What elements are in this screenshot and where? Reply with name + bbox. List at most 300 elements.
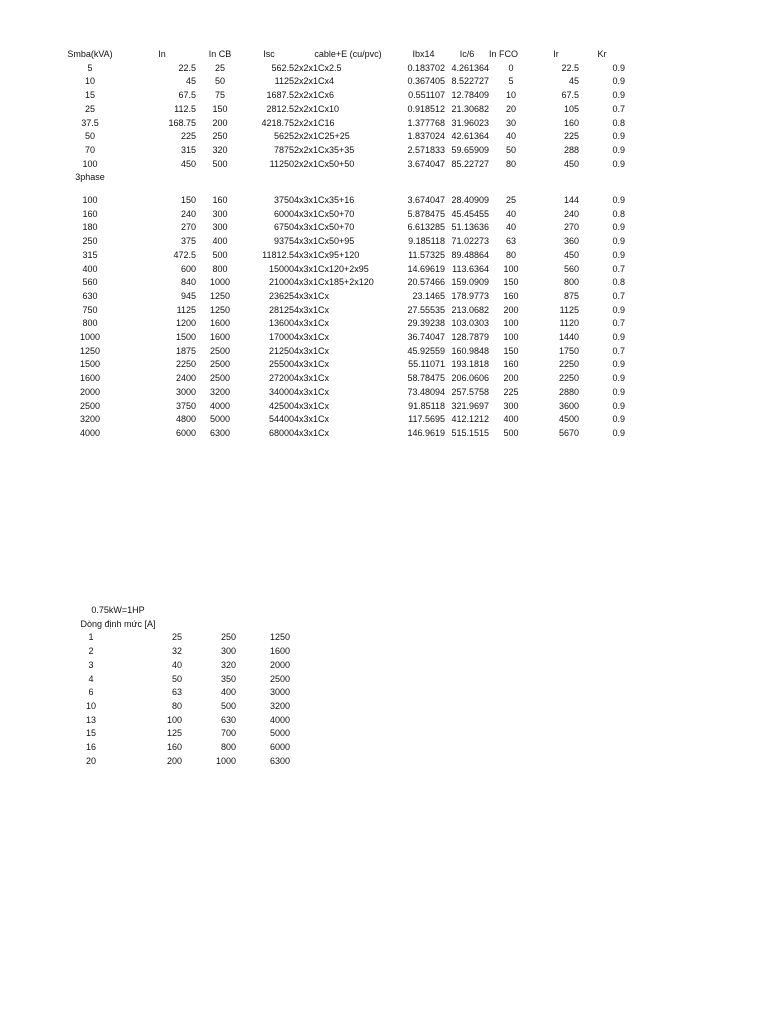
- table-cell: 1125: [176, 304, 196, 315]
- table-cell: 2: [88, 646, 94, 657]
- table-cell: 360: [563, 236, 579, 247]
- table-cell: 150: [503, 345, 519, 356]
- column-header: In FCO: [489, 49, 519, 59]
- table-cell: 270: [563, 222, 579, 233]
- table-cell: 4000: [269, 714, 290, 725]
- table-cell: 1250: [269, 632, 290, 643]
- table-cell: 1750: [558, 345, 579, 356]
- table-cell: 0.9: [612, 131, 625, 142]
- spacer-row: [52, 185, 625, 194]
- table-cell: 0.9: [612, 195, 625, 206]
- table-cell: 500: [212, 158, 228, 169]
- table-cell: 0.8: [612, 208, 625, 219]
- table-cell: 2500: [209, 373, 231, 384]
- table-cell: 200: [166, 755, 182, 766]
- table-row: [52, 304, 625, 318]
- table-cell: 3.674047: [407, 195, 445, 206]
- table-cell: 13600: [268, 318, 294, 329]
- table-row: [52, 386, 625, 400]
- table-cell: 160: [82, 208, 98, 219]
- table-cell: 7875: [273, 144, 294, 155]
- table-row: [52, 103, 625, 117]
- table-cell: 160: [503, 359, 519, 370]
- hp-conversion-note: 0.75kW=1HP: [91, 605, 145, 615]
- table-cell: 144: [563, 195, 579, 206]
- table-cell: 4x3x1Cx: [294, 304, 330, 315]
- table-cell: 150: [180, 195, 196, 206]
- table-cell: 45.45455: [451, 208, 489, 219]
- table-row: [48, 727, 296, 741]
- table-cell: 0.9: [612, 158, 625, 169]
- column-header: In CB: [208, 49, 232, 59]
- table-cell: 4x3x1Cx: [294, 427, 330, 438]
- table-cell: 4x3x1Cx185+2x120: [294, 277, 374, 288]
- spacer-cell: [52, 185, 625, 194]
- table-cell: 105: [563, 103, 579, 114]
- table-cell: 100: [82, 195, 98, 206]
- table-cell: 4x3x1Cx95+120: [294, 249, 360, 260]
- table-cell: 4x3x1Cx50+95: [294, 236, 355, 247]
- table-row: [52, 75, 625, 89]
- table-cell: 0.9: [612, 400, 625, 411]
- table-cell: 4x3x1Cx: [294, 373, 330, 384]
- table-cell: 250: [220, 632, 236, 643]
- table-cell: 36.74047: [407, 332, 445, 343]
- table-cell: 6000: [175, 427, 196, 438]
- table-cell: 2x2x1Cx10: [294, 103, 340, 114]
- table-cell: 21.30682: [451, 103, 489, 114]
- table-cell: 750: [82, 304, 98, 315]
- table-cell: 27.55535: [407, 304, 445, 315]
- table-cell: 5.878475: [407, 208, 445, 219]
- table-cell: 30: [505, 117, 516, 128]
- table-cell: 315: [180, 144, 196, 155]
- table-cell: 91.85118: [408, 400, 445, 411]
- table-cell: 321.9697: [451, 400, 489, 411]
- table-cell: 10: [85, 700, 96, 711]
- table-cell: 25: [171, 632, 182, 643]
- table-cell: 0.9: [612, 249, 625, 260]
- table-cell: 2500: [209, 345, 231, 356]
- table-cell: 5000: [209, 414, 231, 425]
- table-cell: 450: [180, 158, 196, 169]
- table-cell: 25: [84, 103, 95, 114]
- table-cell: 40: [505, 222, 516, 233]
- table-cell: 58.78475: [407, 373, 445, 384]
- table-cell: 70: [84, 144, 95, 155]
- table-cell: 20.57466: [407, 277, 445, 288]
- table-cell: 225: [180, 131, 196, 142]
- table-cell: 0.7: [612, 103, 625, 114]
- table-cell: 8.522727: [451, 76, 489, 87]
- table-cell: 100: [166, 714, 182, 725]
- table-row: [52, 130, 625, 144]
- table-cell: 4x3x1Cx: [294, 414, 330, 425]
- table-cell: 1440: [558, 332, 579, 343]
- table-cell: 250: [212, 131, 228, 142]
- table-cell: 2250: [175, 359, 196, 370]
- table-cell: 257.5758: [451, 386, 489, 397]
- table-cell: 0.183702: [407, 62, 445, 73]
- table-cell: 200: [212, 117, 228, 128]
- table-row: [52, 427, 625, 441]
- table-cell: 67.5: [561, 90, 579, 101]
- table-cell: 515.1515: [451, 427, 489, 438]
- table-cell: 100: [82, 158, 98, 169]
- table-cell: 85.22727: [451, 158, 489, 169]
- table-cell: 0.7: [612, 290, 625, 301]
- table-cell: 4x3x1Cx: [294, 359, 330, 370]
- table-cell: 117.5695: [408, 414, 445, 425]
- table-cell: 32: [171, 646, 182, 657]
- table-cell: 400: [212, 236, 228, 247]
- table-row: [52, 413, 625, 427]
- table-cell: 2x2x1Cx4: [294, 76, 335, 87]
- table-row: [52, 235, 625, 249]
- table-cell: 450: [563, 249, 579, 260]
- table-cell: 400: [82, 263, 98, 274]
- rated-current-title: Dòng định mức [A]: [80, 618, 156, 629]
- column-header: Ibx14: [412, 49, 435, 59]
- table-cell: 2x2x1Cx6: [294, 90, 335, 101]
- table-cell: 2000: [269, 659, 290, 670]
- table-cell: 700: [220, 728, 236, 739]
- table-cell: 0.9: [612, 76, 625, 87]
- table-cell: 0.367405: [407, 76, 445, 87]
- table-cell: 500: [503, 427, 519, 438]
- column-header: Ir: [553, 49, 559, 59]
- table-cell: 27200: [268, 373, 294, 384]
- column-header: Isc: [263, 49, 275, 59]
- table-cell: 3200: [79, 414, 101, 425]
- table-cell: 4x3x1Cx120+2x95: [294, 263, 369, 274]
- table-row: [48, 631, 296, 645]
- table-cell: 840: [180, 277, 196, 288]
- table-cell: 2880: [558, 386, 579, 397]
- table-cell: 1250: [209, 290, 231, 301]
- table-row: [52, 249, 625, 263]
- table-cell: 45.92559: [407, 345, 445, 356]
- table-cell: 320: [220, 659, 236, 670]
- header-row: [52, 48, 625, 62]
- table-cell: 73.48094: [407, 386, 445, 397]
- table-cell: 2x2x1C25+25: [294, 131, 350, 142]
- table-cell: 12.78409: [451, 90, 489, 101]
- table-cell: 240: [180, 208, 196, 219]
- table-cell: 21000: [268, 277, 294, 288]
- table-cell: 1000: [79, 332, 101, 343]
- table-cell: 128.7879: [451, 332, 489, 343]
- table-row: [52, 158, 625, 172]
- table-cell: 1875: [175, 345, 196, 356]
- table-row: [52, 317, 625, 331]
- table-cell: 225: [503, 386, 519, 397]
- table-cell: 160: [563, 117, 579, 128]
- table-cell: 68000: [268, 427, 294, 438]
- table-cell: 40: [505, 131, 516, 142]
- table-cell: 0.7: [612, 318, 625, 329]
- table-cell: 45: [185, 76, 196, 87]
- table-cell: 300: [220, 646, 236, 657]
- table-cell: 450: [563, 158, 579, 169]
- table-cell: 4500: [558, 414, 579, 425]
- table-cell: 2.571833: [407, 144, 445, 155]
- table-cell: 146.9619: [407, 427, 445, 438]
- table-cell: 5: [87, 62, 93, 73]
- table-cell: 0.9: [612, 62, 625, 73]
- table-cell: 0.9: [612, 332, 625, 343]
- table-cell: 4x3x1Cx: [294, 386, 330, 397]
- table-cell: 80: [505, 158, 516, 169]
- table-cell: 1.377768: [407, 117, 445, 128]
- table-cell: 0.9: [612, 222, 625, 233]
- table-cell: 67.5: [178, 90, 196, 101]
- table-cell: 34000: [268, 386, 294, 397]
- table-cell: 250: [82, 236, 98, 247]
- table-cell: 103.0303: [451, 318, 489, 329]
- table-cell: 3600: [558, 400, 579, 411]
- table-cell: 160: [166, 742, 182, 753]
- column-header: cable+E (cu/pvc): [314, 49, 382, 59]
- table-cell: 2812.5: [266, 103, 294, 114]
- table-cell: 37.5: [81, 117, 99, 128]
- table-cell: 3000: [175, 386, 196, 397]
- table-cell: 54400: [268, 414, 294, 425]
- table-cell: 50: [84, 131, 95, 142]
- table-cell: 15000: [268, 263, 294, 274]
- table-cell: 0.7: [612, 263, 625, 274]
- table-cell: 100: [503, 318, 519, 329]
- table-row: [52, 372, 625, 386]
- table-cell: 800: [212, 263, 228, 274]
- table-cell: 2500: [209, 359, 231, 370]
- table-cell: 1120: [559, 318, 579, 329]
- table-cell: 89.48864: [451, 249, 489, 260]
- table-cell: 6: [88, 687, 94, 698]
- table-cell: 3750: [175, 400, 196, 411]
- table-cell: 160: [503, 290, 519, 301]
- table-row: [48, 673, 296, 687]
- table-cell: 22.5: [561, 62, 579, 73]
- table-cell: 4x3x1Cx: [294, 318, 330, 329]
- table-cell: 320: [212, 144, 228, 155]
- rated-current-table: [48, 604, 296, 768]
- table-cell: 500: [212, 249, 228, 260]
- table-row: [52, 208, 625, 222]
- table-cell: 3200: [209, 386, 231, 397]
- table-cell: 0.9: [612, 359, 625, 370]
- table-cell: 5000: [269, 728, 290, 739]
- table-cell: 20: [85, 755, 96, 766]
- table-cell: 4000: [79, 427, 101, 438]
- table-cell: 1687.5: [266, 90, 294, 101]
- column-header: In: [158, 49, 166, 59]
- table-cell: 11812.5: [262, 249, 294, 260]
- table-cell: 1200: [175, 318, 196, 329]
- table-cell: 63: [171, 687, 182, 698]
- table-row: [52, 331, 625, 345]
- table-cell: 150: [212, 103, 228, 114]
- table-row: [48, 714, 296, 728]
- column-header: Kr: [597, 49, 607, 59]
- table-cell: 168.75: [168, 117, 196, 128]
- table-cell: 1000: [215, 755, 236, 766]
- table-cell: 6.613285: [407, 222, 445, 233]
- table-cell: 472.5: [173, 249, 196, 260]
- table-cell: 1500: [175, 332, 196, 343]
- table-cell: 150: [503, 277, 519, 288]
- table-row: [52, 358, 625, 372]
- table-cell: 300: [212, 208, 228, 219]
- table-cell: 0.9: [612, 90, 625, 101]
- table-cell: 200: [503, 304, 519, 315]
- table-cell: 51.13636: [451, 222, 489, 233]
- table-cell: 16: [85, 742, 96, 753]
- table-cell: 80: [171, 700, 182, 711]
- table-cell: 1000: [209, 277, 231, 288]
- table-cell: 3000: [269, 687, 290, 698]
- table-cell: 4x3x1Cx: [294, 400, 330, 411]
- table-cell: 10: [84, 76, 95, 87]
- table-cell: 2x2x1C16: [294, 117, 335, 128]
- section-label: 3phase: [75, 172, 105, 183]
- transformer-table: [52, 48, 625, 441]
- table-cell: 288: [563, 144, 579, 155]
- table-cell: 0.9: [612, 144, 625, 155]
- table-row: [52, 62, 625, 76]
- table-cell: 6300: [269, 755, 290, 766]
- table-cell: 0: [508, 62, 514, 73]
- column-header: Ic/6: [459, 49, 475, 59]
- table-cell: 45: [568, 76, 579, 87]
- table-cell: 560: [82, 277, 98, 288]
- table-cell: 2250: [558, 373, 579, 384]
- table-row: [52, 194, 625, 208]
- table-cell: 4x3x1Cx50+70: [294, 222, 355, 233]
- table-cell: 71.02273: [451, 236, 489, 247]
- table-cell: 4x3x1Cx35+16: [294, 195, 355, 206]
- table-cell: 1600: [79, 373, 101, 384]
- table-cell: 100: [503, 263, 519, 274]
- table-cell: 11.57325: [408, 249, 445, 260]
- table-cell: 4.261364: [451, 62, 489, 73]
- table-cell: 80: [505, 249, 516, 260]
- table-cell: 25: [214, 62, 225, 73]
- table-cell: 3750: [273, 195, 294, 206]
- table-cell: 42500: [268, 400, 294, 411]
- table-cell: 180: [82, 222, 98, 233]
- table-cell: 213.0682: [451, 304, 489, 315]
- table-row: [52, 345, 625, 359]
- table-cell: 112.5: [174, 103, 196, 114]
- table-cell: 4800: [175, 414, 196, 425]
- table-cell: 2000: [79, 386, 101, 397]
- table-row: [48, 659, 296, 673]
- table-row: [48, 755, 296, 769]
- table-cell: 1600: [269, 646, 290, 657]
- table-cell: 50: [505, 144, 516, 155]
- table-cell: 1500: [79, 359, 101, 370]
- table-cell: 28.40909: [451, 195, 489, 206]
- table-cell: 59.65909: [451, 144, 489, 155]
- table-cell: 300: [503, 400, 519, 411]
- table-row: [52, 263, 625, 277]
- table-row: [52, 276, 625, 290]
- table-cell: 945: [180, 290, 196, 301]
- table-cell: 10: [505, 90, 516, 101]
- table-cell: 178.9773: [451, 290, 489, 301]
- table-cell: 400: [220, 687, 236, 698]
- table-row: [52, 400, 625, 414]
- table-cell: 160.9848: [451, 345, 489, 356]
- table-cell: 50: [214, 76, 225, 87]
- table-cell: 1250: [79, 345, 101, 356]
- table-cell: 20: [505, 103, 516, 114]
- table-cell: 25: [505, 195, 516, 206]
- table-cell: 2500: [269, 673, 290, 684]
- note-row: [48, 604, 296, 618]
- table-cell: 160: [212, 195, 228, 206]
- table-cell: 55.11071: [408, 359, 445, 370]
- table-row: [48, 700, 296, 714]
- table-cell: 63: [505, 236, 516, 247]
- table-row: [52, 144, 625, 158]
- table-cell: 1600: [209, 318, 231, 329]
- table-cell: 6000: [273, 208, 294, 219]
- table-cell: 2500: [79, 400, 101, 411]
- table-cell: 375: [180, 236, 196, 247]
- table-cell: 1250: [209, 304, 231, 315]
- table-cell: 22.5: [178, 62, 196, 73]
- table-cell: 11250: [269, 158, 294, 169]
- table-cell: 630: [220, 714, 236, 725]
- table-cell: 2x2x1Cx35+35: [294, 144, 355, 155]
- table-cell: 500: [220, 700, 236, 711]
- table-cell: 0.9: [612, 427, 625, 438]
- table-cell: 5: [508, 76, 514, 87]
- table-cell: 1: [88, 632, 94, 643]
- table-cell: 0.918512: [407, 103, 445, 114]
- table-cell: 4218.75: [261, 117, 294, 128]
- table-cell: 875: [563, 290, 579, 301]
- table-cell: 240: [563, 208, 579, 219]
- table-cell: 200: [503, 373, 519, 384]
- table-cell: 3200: [269, 700, 290, 711]
- section-row: [52, 171, 625, 185]
- table-cell: 225: [563, 131, 579, 142]
- table-body: [52, 62, 625, 441]
- table-cell: 5670: [558, 427, 579, 438]
- table-cell: 206.0606: [451, 373, 489, 384]
- table-cell: 9.185118: [408, 236, 445, 247]
- table-cell: 300: [212, 222, 228, 233]
- table-cell: 6750: [273, 222, 294, 233]
- table-cell: 2400: [175, 373, 196, 384]
- table-cell: 0.9: [612, 304, 625, 315]
- table-cell: 1125: [274, 76, 294, 87]
- table-cell: 31.96023: [451, 117, 489, 128]
- table-cell: 159.0909: [451, 277, 489, 288]
- table-cell: 4x3x1Cx: [294, 332, 330, 343]
- table-cell: 2250: [558, 359, 579, 370]
- table-cell: 270: [180, 222, 196, 233]
- table-cell: 0.9: [612, 373, 625, 384]
- table-row: [52, 89, 625, 103]
- table-cell: 23625: [268, 290, 294, 301]
- table-cell: 4000: [209, 400, 231, 411]
- table-cell: 100: [503, 332, 519, 343]
- table-row: [48, 645, 296, 659]
